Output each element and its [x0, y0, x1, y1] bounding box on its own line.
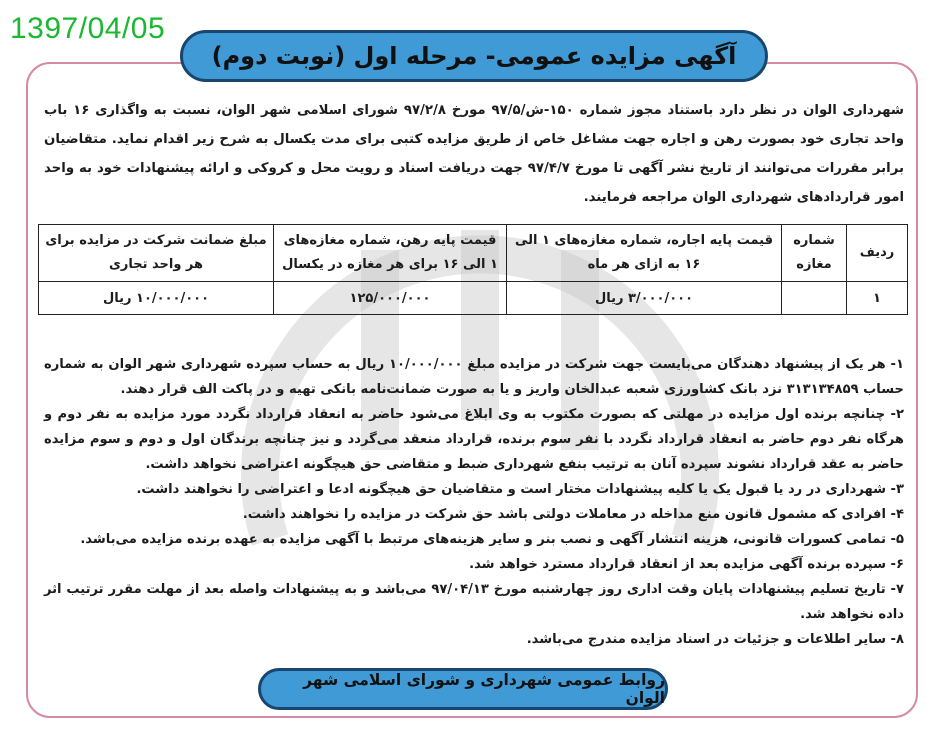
- condition-item: ۶- سپرده برنده آگهی مزایده بعد از انعقاد قرارداد مسترد خواهد شد.: [469, 557, 904, 572]
- condition-item: ۴- افرادی که مشمول قانون منع مداخله در معاملات دولتی باشد حق شرکت در مزایده را نخواهند داشت.: [242, 507, 904, 522]
- header-guarantee-amount: مبلغ ضمانت شرکت در مزایده برای هر واحد تجاری: [39, 225, 274, 282]
- condition-item: ۵- تمامی کسورات قانونی، هزینه انتشار آگهی و نصب بنر و سایر هزینه‌های مرتبط با آگهی مزایده به عهده برنده مزایده می‌باشد.: [80, 532, 904, 547]
- cell-rent-base-price: ۳/۰۰۰/۰۰۰ ریال: [507, 282, 782, 315]
- notice-title: آگهی مزایده عمومی- مرحله اول (نوبت دوم): [180, 30, 768, 82]
- condition-item: ۱- هر یک از پیشنهاد دهندگان می‌بایست جهت شرکت در مزایده مبلغ ۱۰/۰۰۰/۰۰۰ ریال به حساب سپرده شهرداری شهر الوان به شماره حساب ۳۱۳۱۳۴۸۵۹ نزد بانک کشاورزی شعبه عبدالخان واریز و یا به صورت ضمانت‌نامه بانکی تهیه و در پاکت الف قرار دهند.: [44, 357, 904, 397]
- condition-item: ۲- چنانچه برنده اول مزایده در مهلتی که بصورت مکتوب به وی ابلاغ می‌شود حاضر به انعقاد قرارداد نگردد مورد مزایده به نفر دوم و هرگاه نفر دوم حاضر به انعقاد قرارداد نگردد با نفر سوم برنده، قرارداد منعقد می‌گردد و نیز چنانچه برندگان اول و دوم و سوم مزایده حاضر به عقد قرارداد نشوند سپرده آنان به ترتیب بنفع شهرداری ضبط و متقاضی حق هیچگونه اعتراضی نخواهد داشت.: [44, 407, 904, 472]
- cell-deposit-base-price: ۱۲۵/۰۰۰/۰۰۰: [274, 282, 507, 315]
- intro-paragraph: شهرداری الوان در نظر دارد باستناد مجوز شماره ۱۵۰-ش/۹۷/۵ مورخ ۹۷/۲/۸ شورای اسلامی شهر الوان، نسبت به واگذاری ۱۶ باب واحد تجاری خود بصورت رهن و اجاره جهت مشاغل خاص از طریق مزایده کتبی برای مدت یکسال به شرح زیر اقدام نماید. متقاضیان برابر مقررات می‌توانند از تاریخ نشر آگهی تا مورخ ۹۷/۴/۷ جهت دریافت اسناد و رویت محل و کروکی و ارائه پیشنهادات خود به واحد امور قراردادهای شهرداری الوان مراجعه فرمایند.: [44, 103, 904, 205]
- date-stamp: 1397/04/05: [10, 12, 166, 45]
- header-deposit-base-price: قیمت پایه رهن، شماره مغازه‌های ۱ الی ۱۶ برای هر مغازه در یکسال: [274, 225, 507, 282]
- condition-item: ۸- سایر اطلاعات و جزئیات در اسناد مزایده مندرج می‌باشد.: [526, 632, 904, 647]
- header-shop-number: شماره مغازه: [782, 225, 847, 282]
- cell-shop-number: [782, 282, 847, 315]
- table-row: [39, 282, 908, 315]
- cell-row-number: ۱: [847, 282, 908, 315]
- header-row-number: ردیف: [847, 225, 908, 282]
- auction-table: [38, 224, 908, 315]
- header-rent-base-price: قیمت پایه اجاره، شماره مغازه‌های ۱ الی ۱۶ به ازای هر ماه: [507, 225, 782, 282]
- condition-item: ۷- تاریخ تسلیم پیشنهادات پایان وقت اداری روز چهارشنبه مورخ ۹۷/۰۴/۱۳ می‌باشد و به پیشنهادات واصله بعد از مهلت مقرر ترتیب اثر داده نخواهد شد.: [44, 582, 904, 622]
- footer-signature: روابط عمومی شهرداری و شورای اسلامی شهر الوان: [258, 668, 668, 710]
- cell-guarantee-amount: ۱۰/۰۰۰/۰۰۰ ریال: [39, 282, 274, 315]
- table-header-row: [39, 225, 908, 282]
- condition-item: ۳- شهرداری در رد یا قبول یک یا کلیه پیشنهادات مختار است و متقاضیان حق هیچگونه ادعا و اعتراضی را نخواهند داشت.: [136, 482, 904, 497]
- conditions-list: [44, 352, 904, 652]
